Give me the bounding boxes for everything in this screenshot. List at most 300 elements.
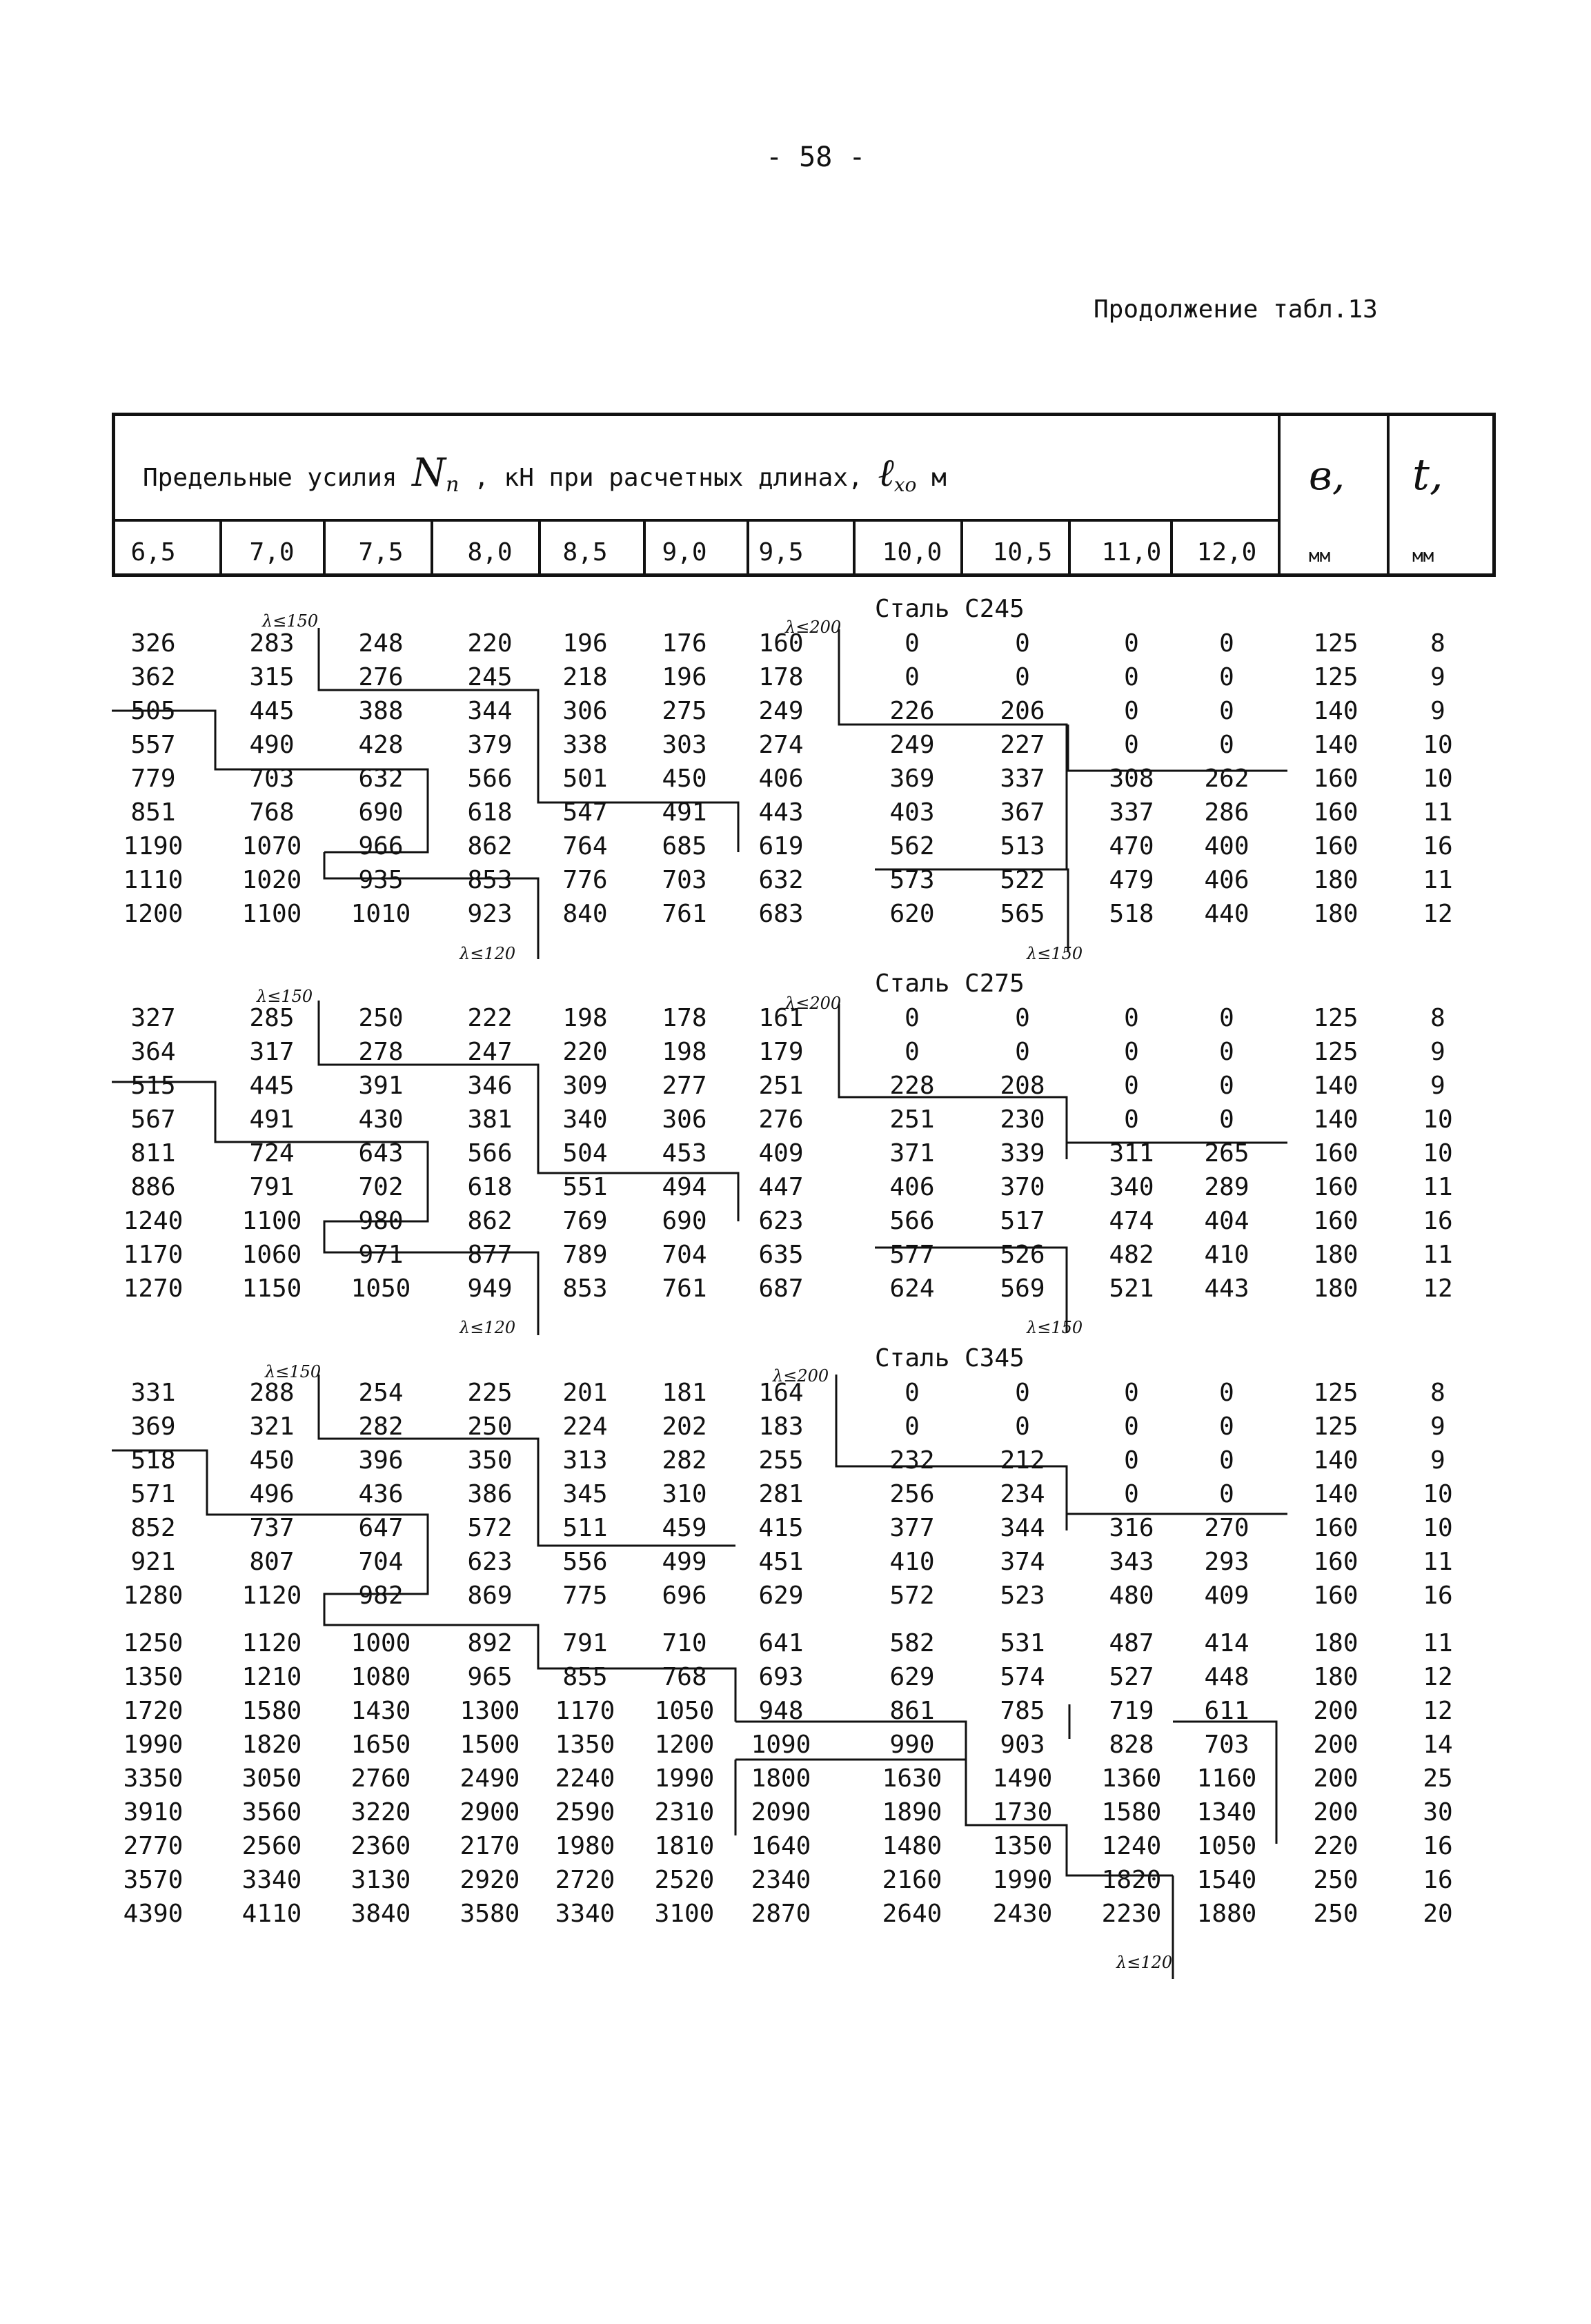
table-cell: 2430 bbox=[992, 1900, 1053, 1928]
table-cell: 344 bbox=[1000, 1514, 1045, 1542]
table-cell: 445 bbox=[249, 1072, 295, 1100]
length-label: 9,0 bbox=[662, 538, 707, 567]
table-cell: 140 bbox=[1313, 697, 1358, 725]
table-cell: 245 bbox=[467, 663, 513, 691]
table-caption: Продолжение табл.13 bbox=[1094, 295, 1378, 324]
table-cell: 1360 bbox=[1101, 1764, 1162, 1793]
table-cell: 923 bbox=[467, 900, 513, 928]
table-cell: 250 bbox=[358, 1004, 404, 1032]
table-cell: 704 bbox=[662, 1241, 707, 1269]
table-cell: 1800 bbox=[751, 1764, 811, 1793]
table-cell: 254 bbox=[358, 1379, 404, 1407]
table-cell: 222 bbox=[467, 1004, 513, 1032]
table-cell: 445 bbox=[249, 697, 295, 725]
table-cell: 566 bbox=[467, 765, 513, 793]
table-cell: 0 bbox=[1219, 1480, 1234, 1508]
header-vertical-divider-b bbox=[1278, 413, 1281, 577]
table-cell: 1170 bbox=[123, 1241, 184, 1269]
table-cell: 990 bbox=[889, 1731, 935, 1759]
table-cell: 251 bbox=[758, 1072, 804, 1100]
table-cell: 306 bbox=[562, 697, 608, 725]
table-cell: 10 bbox=[1423, 731, 1453, 759]
table-cell: 855 bbox=[562, 1663, 608, 1691]
table-cell: 1240 bbox=[123, 1207, 184, 1235]
table-cell: 11 bbox=[1423, 866, 1453, 894]
table-cell: 710 bbox=[662, 1629, 707, 1657]
table-cell: 2240 bbox=[555, 1764, 615, 1793]
table-cell: 377 bbox=[889, 1514, 935, 1542]
table-cell: 687 bbox=[758, 1274, 804, 1303]
header-vertical-divider-t bbox=[1387, 413, 1390, 577]
table-cell: 206 bbox=[1000, 697, 1045, 725]
table-cell: 2310 bbox=[654, 1798, 715, 1826]
table-cell: 313 bbox=[562, 1446, 608, 1475]
table-cell: 0 bbox=[1124, 1038, 1139, 1066]
table-cell: 618 bbox=[467, 1173, 513, 1201]
table-cell: 364 bbox=[130, 1038, 176, 1066]
table-cell: 474 bbox=[1109, 1207, 1154, 1235]
table-cell: 180 bbox=[1313, 900, 1358, 928]
table-cell: 212 bbox=[1000, 1446, 1045, 1475]
slenderness-limit-label: λ≤150 bbox=[262, 611, 319, 631]
table-cell: 160 bbox=[1313, 832, 1358, 860]
table-cell: 0 bbox=[905, 629, 920, 658]
table-cell: 2170 bbox=[459, 1832, 520, 1860]
table-cell: 14 bbox=[1423, 1731, 1453, 1759]
table-cell: 9 bbox=[1430, 663, 1445, 691]
table-cell: 160 bbox=[1313, 1207, 1358, 1235]
table-cell: 251 bbox=[889, 1105, 935, 1134]
table-cell: 9 bbox=[1430, 697, 1445, 725]
table-cell: 308 bbox=[1109, 765, 1154, 793]
table-cell: 3130 bbox=[350, 1866, 411, 1894]
table-cell: 527 bbox=[1109, 1663, 1154, 1691]
table-cell: 293 bbox=[1204, 1548, 1249, 1576]
table-cell: 582 bbox=[889, 1629, 935, 1657]
table-cell: 228 bbox=[889, 1072, 935, 1100]
table-cell: 140 bbox=[1313, 1446, 1358, 1475]
length-label: 12,0 bbox=[1196, 538, 1257, 567]
length-col-divider bbox=[1170, 519, 1173, 577]
table-cell: 283 bbox=[249, 629, 295, 658]
table-cell: 629 bbox=[758, 1582, 804, 1610]
header-title-unit: м bbox=[931, 464, 947, 492]
table-cell: 459 bbox=[662, 1514, 707, 1542]
table-cell: 949 bbox=[467, 1274, 513, 1303]
table-cell: 807 bbox=[249, 1548, 295, 1576]
length-label: 7,0 bbox=[249, 538, 295, 567]
table-cell: 768 bbox=[249, 798, 295, 827]
table-cell: 0 bbox=[1124, 697, 1139, 725]
table-cell: 340 bbox=[562, 1105, 608, 1134]
table-cell: 1340 bbox=[1196, 1798, 1257, 1826]
table-cell: 0 bbox=[905, 1038, 920, 1066]
table-cell: 571 bbox=[130, 1480, 176, 1508]
table-cell: 886 bbox=[130, 1173, 176, 1201]
table-cell: 9 bbox=[1430, 1412, 1445, 1441]
table-cell: 565 bbox=[1000, 900, 1045, 928]
table-cell: 811 bbox=[130, 1139, 176, 1168]
table-cell: 491 bbox=[249, 1105, 295, 1134]
table-cell: 428 bbox=[358, 731, 404, 759]
table-cell: 176 bbox=[662, 629, 707, 658]
table-cell: 2490 bbox=[459, 1764, 520, 1793]
header-title-prefix: Предельные усилия bbox=[143, 464, 397, 492]
table-cell: 862 bbox=[467, 1207, 513, 1235]
table-cell: 400 bbox=[1204, 832, 1249, 860]
table-cell: 761 bbox=[662, 900, 707, 928]
table-cell: 381 bbox=[467, 1105, 513, 1134]
table-cell: 505 bbox=[130, 697, 176, 725]
table-cell: 3910 bbox=[123, 1798, 184, 1826]
table-cell: 409 bbox=[758, 1139, 804, 1168]
table-cell: 220 bbox=[562, 1038, 608, 1066]
table-cell: 315 bbox=[249, 663, 295, 691]
table-cell: 0 bbox=[1219, 1038, 1234, 1066]
table-cell: 1980 bbox=[555, 1832, 615, 1860]
table-cell: 327 bbox=[130, 1004, 176, 1032]
table-cell: 3350 bbox=[123, 1764, 184, 1793]
table-cell: 619 bbox=[758, 832, 804, 860]
table-cell: 234 bbox=[1000, 1480, 1045, 1508]
table-cell: 0 bbox=[1124, 629, 1139, 658]
table-cell: 696 bbox=[662, 1582, 707, 1610]
table-cell: 160 bbox=[1313, 1548, 1358, 1576]
table-cell: 161 bbox=[758, 1004, 804, 1032]
table-cell: 250 bbox=[467, 1412, 513, 1441]
table-cell: 1580 bbox=[1101, 1798, 1162, 1826]
table-cell: 683 bbox=[758, 900, 804, 928]
table-cell: 1280 bbox=[123, 1582, 184, 1610]
length-col-divider bbox=[1068, 519, 1071, 577]
table-cell: 379 bbox=[467, 731, 513, 759]
length-col-divider bbox=[431, 519, 433, 577]
length-label: 6,5 bbox=[130, 538, 176, 567]
table-cell: 1090 bbox=[751, 1731, 811, 1759]
table-cell: 877 bbox=[467, 1241, 513, 1269]
steel-grade-label: Сталь С345 bbox=[875, 1344, 1025, 1372]
table-cell: 406 bbox=[758, 765, 804, 793]
table-cell: 1150 bbox=[241, 1274, 302, 1303]
table-cell: 276 bbox=[358, 663, 404, 691]
table-cell: 224 bbox=[562, 1412, 608, 1441]
table-cell: 761 bbox=[662, 1274, 707, 1303]
table-cell: 140 bbox=[1313, 1072, 1358, 1100]
table-cell: 1100 bbox=[241, 900, 302, 928]
table-cell: 496 bbox=[249, 1480, 295, 1508]
length-label: 8,0 bbox=[467, 538, 513, 567]
table-cell: 309 bbox=[562, 1072, 608, 1100]
table-cell: 690 bbox=[662, 1207, 707, 1235]
table-cell: 9 bbox=[1430, 1446, 1445, 1475]
table-cell: 160 bbox=[1313, 798, 1358, 827]
length-col-divider bbox=[219, 519, 222, 577]
table-cell: 125 bbox=[1313, 629, 1358, 658]
table-cell: 340 bbox=[1109, 1173, 1154, 1201]
table-cell: 2160 bbox=[882, 1866, 942, 1894]
table-cell: 370 bbox=[1000, 1173, 1045, 1201]
table-cell: 0 bbox=[1219, 731, 1234, 759]
slenderness-limit-label: λ≤120 bbox=[459, 1318, 516, 1337]
table-cell: 20 bbox=[1423, 1900, 1453, 1928]
b-label: в, bbox=[1309, 452, 1345, 499]
table-cell: 490 bbox=[249, 731, 295, 759]
table-cell: 346 bbox=[467, 1072, 513, 1100]
table-cell: 623 bbox=[467, 1548, 513, 1576]
table-cell: 0 bbox=[1219, 1379, 1234, 1407]
table-cell: 274 bbox=[758, 731, 804, 759]
table-cell: 1990 bbox=[123, 1731, 184, 1759]
table-cell: 256 bbox=[889, 1480, 935, 1508]
table-cell: 11 bbox=[1423, 798, 1453, 827]
table-cell: 573 bbox=[889, 866, 935, 894]
table-cell: 948 bbox=[758, 1697, 804, 1725]
table-cell: 321 bbox=[249, 1412, 295, 1441]
table-cell: 1820 bbox=[1101, 1866, 1162, 1894]
length-label: 8,5 bbox=[562, 538, 608, 567]
table-cell: 125 bbox=[1313, 1038, 1358, 1066]
table-cell: 180 bbox=[1313, 1629, 1358, 1657]
table-cell: 160 bbox=[1313, 1582, 1358, 1610]
table-cell: 25 bbox=[1423, 1764, 1453, 1793]
table-cell: 851 bbox=[130, 798, 176, 827]
table-cell: 285 bbox=[249, 1004, 295, 1032]
table-cell: 303 bbox=[662, 731, 707, 759]
table-cell: 249 bbox=[758, 697, 804, 725]
table-cell: 1020 bbox=[241, 866, 302, 894]
table-cell: 12 bbox=[1423, 1663, 1453, 1691]
table-cell: 337 bbox=[1109, 798, 1154, 827]
table-cell: 196 bbox=[562, 629, 608, 658]
table-cell: 0 bbox=[1015, 629, 1030, 658]
table-cell: 3840 bbox=[350, 1900, 411, 1928]
table-cell: 270 bbox=[1204, 1514, 1249, 1542]
table-cell: 719 bbox=[1109, 1697, 1154, 1725]
table-cell: 1540 bbox=[1196, 1866, 1257, 1894]
table-cell: 1010 bbox=[350, 900, 411, 928]
length-label: 10,5 bbox=[992, 538, 1053, 567]
slenderness-limit-label: λ≤150 bbox=[1027, 1318, 1083, 1337]
table-cell: 16 bbox=[1423, 1866, 1453, 1894]
table-cell: 0 bbox=[1124, 1446, 1139, 1475]
table-cell: 453 bbox=[662, 1139, 707, 1168]
table-cell: 1630 bbox=[882, 1764, 942, 1793]
table-cell: 1890 bbox=[882, 1798, 942, 1826]
table-cell: 180 bbox=[1313, 1274, 1358, 1303]
table-cell: 440 bbox=[1204, 900, 1249, 928]
table-cell: 230 bbox=[1000, 1105, 1045, 1134]
table-cell: 448 bbox=[1204, 1663, 1249, 1691]
table-cell: 768 bbox=[662, 1663, 707, 1691]
table-cell: 2870 bbox=[751, 1900, 811, 1928]
table-cell: 1880 bbox=[1196, 1900, 1257, 1928]
table-cell: 1720 bbox=[123, 1697, 184, 1725]
table-cell: 3560 bbox=[241, 1798, 302, 1826]
table-cell: 255 bbox=[758, 1446, 804, 1475]
table-cell: 0 bbox=[1219, 1412, 1234, 1441]
table-cell: 632 bbox=[758, 866, 804, 894]
length-col-divider bbox=[643, 519, 646, 577]
table-cell: 164 bbox=[758, 1379, 804, 1407]
slenderness-limit-label: λ≤200 bbox=[785, 994, 842, 1013]
table-cell: 479 bbox=[1109, 866, 1154, 894]
slenderness-limit-label: λ≤200 bbox=[773, 1366, 829, 1386]
table-cell: 828 bbox=[1109, 1731, 1154, 1759]
table-cell: 0 bbox=[1124, 1379, 1139, 1407]
table-cell: 9 bbox=[1430, 1038, 1445, 1066]
table-cell: 220 bbox=[1313, 1832, 1358, 1860]
table-cell: 693 bbox=[758, 1663, 804, 1691]
table-cell: 785 bbox=[1000, 1697, 1045, 1725]
table-cell: 0 bbox=[905, 1412, 920, 1441]
table-cell: 0 bbox=[1219, 1105, 1234, 1134]
table-cell: 1640 bbox=[751, 1832, 811, 1860]
table-cell: 1050 bbox=[1196, 1832, 1257, 1860]
table-cell: 218 bbox=[562, 663, 608, 691]
table-cell: 277 bbox=[662, 1072, 707, 1100]
table-cell: 1120 bbox=[241, 1629, 302, 1657]
table-cell: 531 bbox=[1000, 1629, 1045, 1657]
table-cell: 125 bbox=[1313, 1412, 1358, 1441]
table-cell: 2900 bbox=[459, 1798, 520, 1826]
table-cell: 8 bbox=[1430, 1004, 1445, 1032]
table-cell: 1050 bbox=[350, 1274, 411, 1303]
table-cell: 791 bbox=[562, 1629, 608, 1657]
table-cell: 447 bbox=[758, 1173, 804, 1201]
table-cell: 1300 bbox=[459, 1697, 520, 1725]
table-cell: 566 bbox=[467, 1139, 513, 1168]
table-cell: 0 bbox=[1015, 1379, 1030, 1407]
table-cell: 201 bbox=[562, 1379, 608, 1407]
table-cell: 480 bbox=[1109, 1582, 1154, 1610]
table-cell: 178 bbox=[662, 1004, 707, 1032]
table-cell: 1480 bbox=[882, 1832, 942, 1860]
table-cell: 443 bbox=[1204, 1274, 1249, 1303]
table-cell: 515 bbox=[130, 1072, 176, 1100]
table-cell: 200 bbox=[1313, 1697, 1358, 1725]
header-row-divider bbox=[112, 519, 1278, 522]
table-cell: 406 bbox=[1204, 866, 1249, 894]
boundary-line bbox=[112, 1001, 1287, 1335]
table-cell: 869 bbox=[467, 1582, 513, 1610]
table-cell: 522 bbox=[1000, 866, 1045, 894]
table-cell: 3570 bbox=[123, 1866, 184, 1894]
table-cell: 1210 bbox=[241, 1663, 302, 1691]
table-cell: 1730 bbox=[992, 1798, 1053, 1826]
table-cell: 1270 bbox=[123, 1274, 184, 1303]
table-cell: 567 bbox=[130, 1105, 176, 1134]
boundary-line bbox=[112, 628, 1287, 959]
table-cell: 180 bbox=[1313, 866, 1358, 894]
table-cell: 265 bbox=[1204, 1139, 1249, 1168]
table-cell: 388 bbox=[358, 697, 404, 725]
table-cell: 289 bbox=[1204, 1173, 1249, 1201]
table-cell: 3580 bbox=[459, 1900, 520, 1928]
table-cell: 1110 bbox=[123, 866, 184, 894]
table-cell: 12 bbox=[1423, 1697, 1453, 1725]
table-cell: 232 bbox=[889, 1446, 935, 1475]
boundary-line bbox=[112, 1375, 1287, 1979]
table-cell: 125 bbox=[1313, 663, 1358, 691]
table-cell: 0 bbox=[1124, 663, 1139, 691]
table-cell: 362 bbox=[130, 663, 176, 691]
table-cell: 2340 bbox=[751, 1866, 811, 1894]
table-cell: 140 bbox=[1313, 1480, 1358, 1508]
table-cell: 1490 bbox=[992, 1764, 1053, 1793]
table-cell: 208 bbox=[1000, 1072, 1045, 1100]
table-cell: 226 bbox=[889, 697, 935, 725]
table-cell: 160 bbox=[1313, 765, 1358, 793]
table-cell: 643 bbox=[358, 1139, 404, 1168]
table-cell: 326 bbox=[130, 629, 176, 658]
symbol-l-sub: xo bbox=[893, 473, 917, 497]
table-cell: 518 bbox=[130, 1446, 176, 1475]
table-cell: 556 bbox=[562, 1548, 608, 1576]
table-cell: 200 bbox=[1313, 1764, 1358, 1793]
table-cell: 0 bbox=[1124, 1412, 1139, 1441]
table-cell: 629 bbox=[889, 1663, 935, 1691]
table-cell: 0 bbox=[1219, 629, 1234, 658]
table-cell: 30 bbox=[1423, 1798, 1453, 1826]
table-cell: 635 bbox=[758, 1241, 804, 1269]
table-cell: 3050 bbox=[241, 1764, 302, 1793]
table-cell: 4390 bbox=[123, 1900, 184, 1928]
table-cell: 703 bbox=[249, 765, 295, 793]
table-cell: 311 bbox=[1109, 1139, 1154, 1168]
table-cell: 1820 bbox=[241, 1731, 302, 1759]
table-cell: 409 bbox=[1204, 1582, 1249, 1610]
table-cell: 504 bbox=[562, 1139, 608, 1168]
table-cell: 345 bbox=[562, 1480, 608, 1508]
table-cell: 180 bbox=[1313, 1241, 1358, 1269]
table-cell: 737 bbox=[249, 1514, 295, 1542]
table-cell: 415 bbox=[758, 1514, 804, 1542]
table-cell: 8 bbox=[1430, 1379, 1445, 1407]
length-label: 10,0 bbox=[882, 538, 942, 567]
table-cell: 1650 bbox=[350, 1731, 411, 1759]
table-cell: 3220 bbox=[350, 1798, 411, 1826]
table-cell: 611 bbox=[1204, 1697, 1249, 1725]
table-cell: 1810 bbox=[654, 1832, 715, 1860]
table-cell: 410 bbox=[1204, 1241, 1249, 1269]
table-cell: 410 bbox=[889, 1548, 935, 1576]
table-cell: 10 bbox=[1423, 1139, 1453, 1168]
table-cell: 12 bbox=[1423, 1274, 1453, 1303]
slenderness-limit-label: λ≤120 bbox=[1116, 1953, 1173, 1972]
table-cell: 861 bbox=[889, 1697, 935, 1725]
table-cell: 0 bbox=[1124, 1480, 1139, 1508]
table-cell: 499 bbox=[662, 1548, 707, 1576]
table-cell: 518 bbox=[1109, 900, 1154, 928]
table-cell: 220 bbox=[467, 629, 513, 658]
table-cell: 2230 bbox=[1101, 1900, 1162, 1928]
table-cell: 125 bbox=[1313, 1004, 1358, 1032]
table-cell: 183 bbox=[758, 1412, 804, 1441]
steel-grade-label: Сталь С245 bbox=[875, 595, 1025, 623]
table-cell: 517 bbox=[1000, 1207, 1045, 1235]
table-cell: 10 bbox=[1423, 1480, 1453, 1508]
table-cell: 414 bbox=[1204, 1629, 1249, 1657]
table-cell: 9 bbox=[1430, 1072, 1445, 1100]
table-cell: 198 bbox=[562, 1004, 608, 1032]
table-cell: 16 bbox=[1423, 832, 1453, 860]
table-cell: 1350 bbox=[555, 1731, 615, 1759]
table-cell: 769 bbox=[562, 1207, 608, 1235]
table-cell: 403 bbox=[889, 798, 935, 827]
table-cell: 140 bbox=[1313, 731, 1358, 759]
table-cell: 10 bbox=[1423, 1514, 1453, 1542]
table-cell: 0 bbox=[1015, 1038, 1030, 1066]
